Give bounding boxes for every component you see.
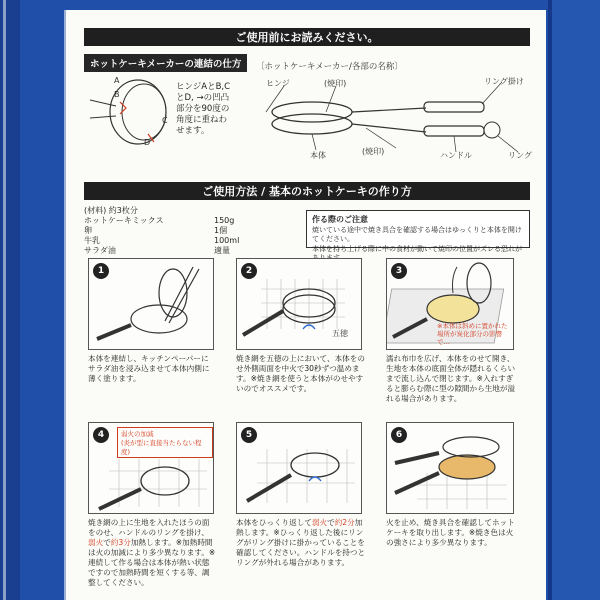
label-ring: リング bbox=[508, 151, 532, 160]
connection-text: ヒンジAとB,C とD, →の凹凸 部分を90度の 角度に重ねわ せます。 bbox=[176, 82, 231, 137]
label-hinge: ヒンジ bbox=[266, 79, 290, 88]
ingredient-row: 牛乳 100ml bbox=[84, 236, 240, 245]
step-4-illustration bbox=[88, 422, 214, 514]
label-mark-bottom: (焼印) bbox=[362, 147, 385, 156]
step-1-text: 本体を連結し、キッチンペーパーにサラダ油を浸み込ませて本体内側に薄く塗ります。 bbox=[88, 354, 210, 384]
step-2-text: 焼き網を五徳の上において、本体をのせ外側両面を中火で30秒ずつ温めます。※焼き網を使うと本体がのせやすいのでオススメです。 bbox=[236, 354, 365, 394]
step-6-illustration bbox=[386, 422, 514, 514]
step-number: 2 bbox=[241, 263, 257, 279]
step-5-text: 本体をひっくり返して弱火で約2分加熱します。※ひっくり返した後にリングがリング掛けに掛かっていることを確認してください。ハンドルを持つとリングが外れる場合があります。 bbox=[236, 518, 366, 568]
label-b: B bbox=[114, 90, 120, 99]
connection-title: ホットケーキメーカーの連結の仕方 bbox=[84, 54, 247, 72]
label-mark-top: (焼印) bbox=[324, 79, 347, 88]
notice-line: 本体を持ち上げる際に中の食材が動いて焼印の位置がズレる恐れが bbox=[312, 244, 522, 253]
ingredient-row: サラダ油 適量 bbox=[84, 246, 230, 255]
step-number: 4 bbox=[93, 427, 109, 443]
parts-title: 〔ホットケーキメーカー/各部の名称〕 bbox=[256, 62, 403, 72]
step-3-illustration bbox=[386, 258, 514, 350]
step-1-illustration bbox=[88, 258, 214, 350]
box-left-edge bbox=[0, 0, 20, 600]
step-6-text: 火を止め、焼き具合を確認してホットケーキを取り出します。※焼き色は火の強さにより多少異なります。 bbox=[386, 518, 515, 548]
step-number: 6 bbox=[391, 427, 407, 443]
usage-bar: ご使用方法 / 基本のホットケーキの作り方 bbox=[84, 182, 530, 200]
ingredients bbox=[84, 206, 274, 256]
label-d: D bbox=[144, 138, 151, 147]
notice-box bbox=[306, 210, 530, 253]
label-body: 本体 bbox=[310, 151, 326, 160]
step-4-text: 焼き網の上に生地を入れたほうの面をのせ、ハンドルのリングを掛け、弱火で約3分加熱します。※加熱時間は火の加減により多少異なります。※連続して作る場合は本体が熱い状態ですので加熱時間を短くする等、調整してください。 bbox=[88, 518, 216, 588]
step-number: 1 bbox=[93, 263, 109, 279]
label-handle: ハンドル bbox=[440, 151, 472, 160]
step-5-illustration bbox=[236, 422, 362, 514]
notice-title: 作る際のご注意 bbox=[312, 215, 368, 224]
label-gotoku: 五徳 bbox=[332, 329, 348, 338]
step-number: 5 bbox=[241, 427, 257, 443]
ingredients-title: (材料) 約3枚分 bbox=[84, 206, 138, 215]
ingredient-row: ホットケーキミックス 150g bbox=[84, 216, 235, 225]
step-4-note: 弱火の加減 (炎が型に直接当たらない程度) bbox=[117, 427, 213, 458]
step-3-note: ※本体は斜めに置かれた場所が炭化部分の影響で… bbox=[437, 322, 508, 346]
label-a: A bbox=[114, 76, 120, 85]
instruction-sheet bbox=[64, 10, 546, 600]
header-bar: ご使用前にお読みください。 bbox=[84, 28, 530, 46]
step-3-text: 濡れ布巾を広げ、本体をのせて開き、生地を本体の底面全体が隠れるくらいまで流し込んで閉じます。※入れすぎると膨らむ際に型の隙間から生地が溢れる場合があります。 bbox=[386, 354, 516, 404]
step-number: 3 bbox=[391, 263, 407, 279]
notice-line: 焼いている途中で焼き具合を確認する場合はゆっくりと本体を開けてください。 bbox=[312, 226, 522, 244]
box-right-side bbox=[548, 0, 600, 600]
label-c: C bbox=[162, 116, 168, 125]
label-ring-hook: リング掛け bbox=[484, 77, 524, 86]
connection-diagram bbox=[80, 72, 170, 150]
ingredient-row: 卵 1個 bbox=[84, 226, 228, 235]
